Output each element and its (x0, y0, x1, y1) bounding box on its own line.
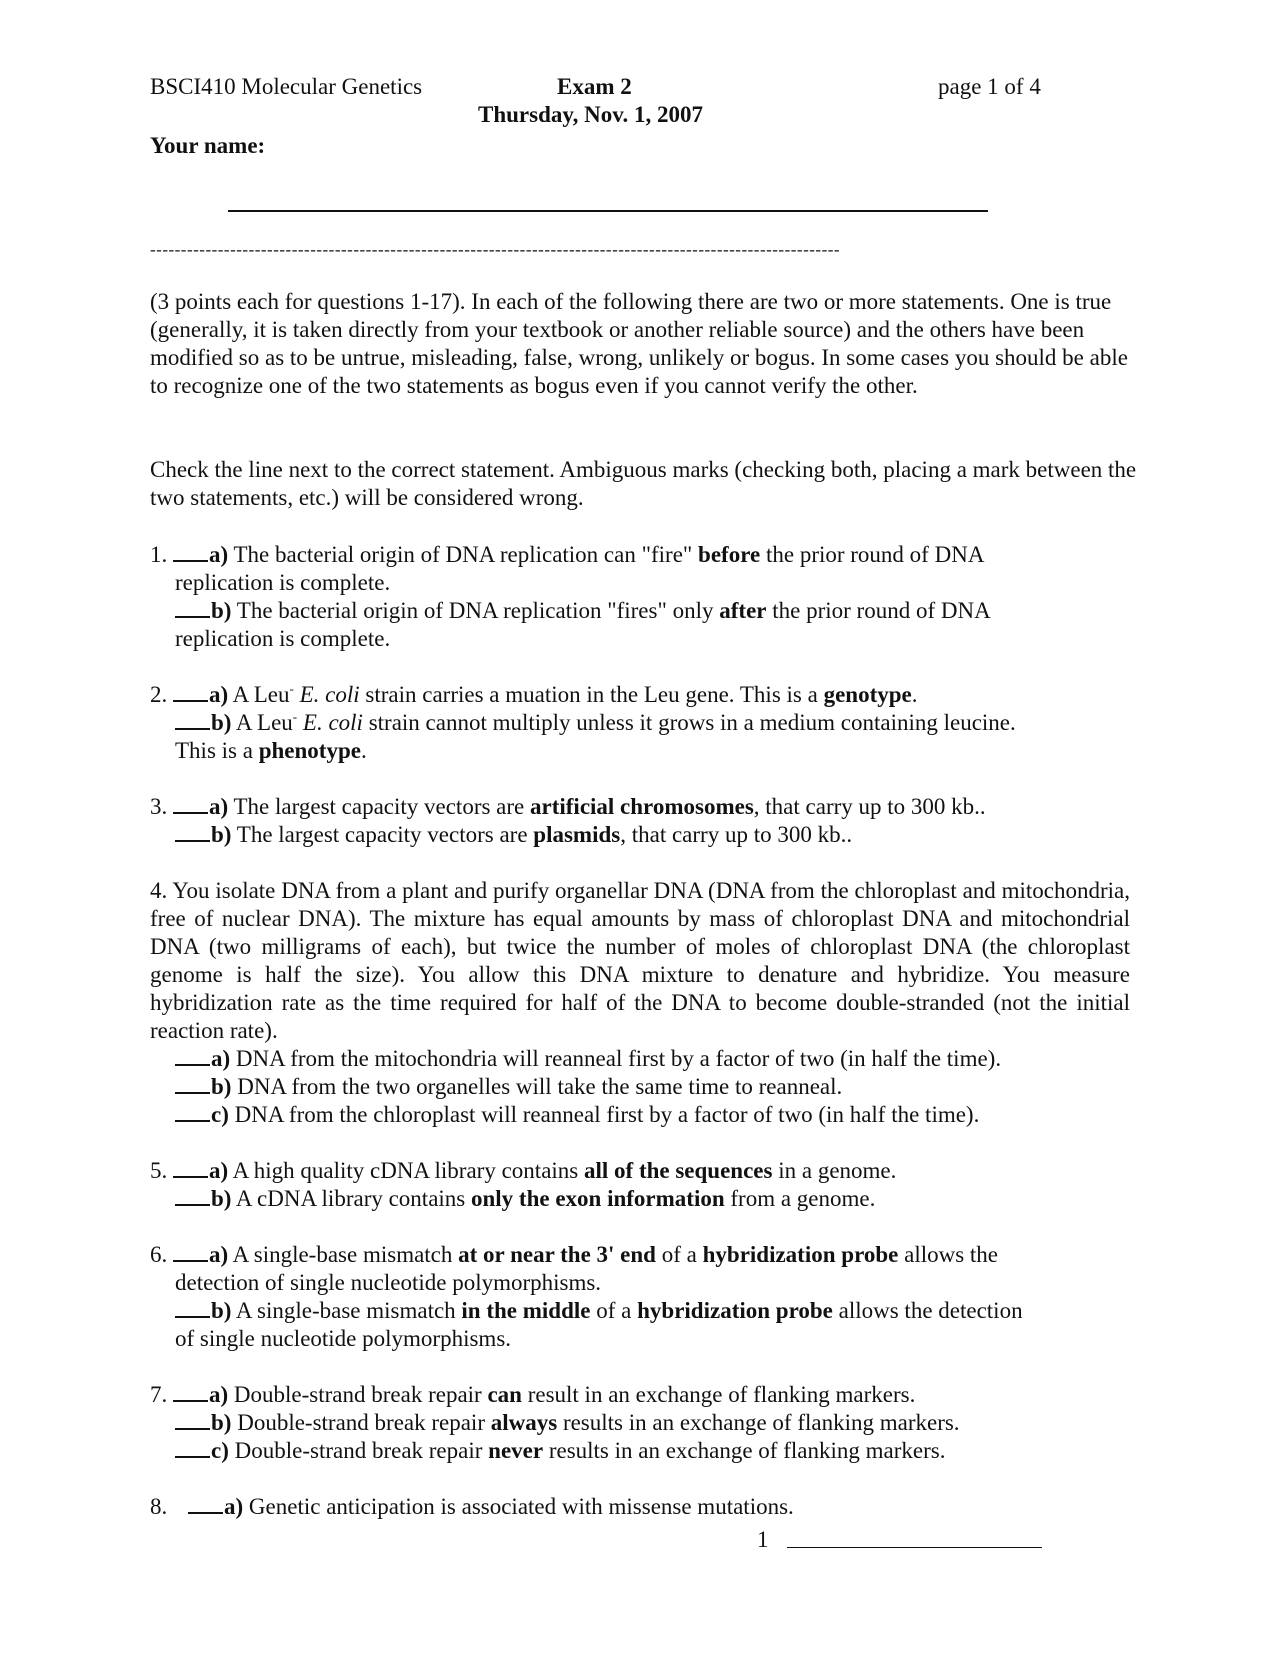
question-3b (175, 821, 852, 849)
exam-date: Thursday, Nov. 1, 2007 (478, 102, 703, 127)
statement-text: Genetic anticipation is associated with missense mutations. (243, 1494, 794, 1519)
species-name: E. coli (297, 710, 363, 735)
answer-blank-7a[interactable] (173, 1382, 208, 1402)
statement-emphasis: phenotype (258, 738, 361, 763)
statement-text: . (360, 738, 367, 763)
option-label: b) (211, 822, 232, 847)
statement-emphasis: artificial chromosomes (530, 794, 754, 819)
answer-blank-4c[interactable] (175, 1102, 210, 1122)
course-title: BSCI410 Molecular Genetics (150, 74, 423, 99)
statement-text: allows the (898, 1242, 999, 1267)
option-label: a) (209, 682, 229, 707)
option-label: b) (211, 1410, 232, 1435)
statement-text: results in an exchange of flanking markers. (543, 1438, 946, 1463)
question-number: 5. (150, 1158, 168, 1183)
answer-blank-2a[interactable] (173, 682, 208, 702)
statement-text: of a (655, 1242, 703, 1267)
statement-text: This is a (175, 738, 259, 763)
statement-text: allows the detection (832, 1298, 1023, 1323)
question-2b (175, 709, 1016, 737)
question-4-stem: 4. You isolate DNA from a plant and purify organellar DNA (DNA from the chloroplast and mitochondria, free of nuclear DNA). The mixture has equal amounts by mass of chloroplast DNA and mitochondrial DNA (two milligrams of each), but twice the number of moles of chloroplast DNA (the chloroplast genome is half the size). You allow this DNA mixture to denature and hybridize. You measure hybridization rate as the time required for half of the DNA to become double-stranded (not the initial reaction rate). (150, 878, 1130, 1043)
option-label: b) (211, 710, 232, 735)
answer-blank-3b[interactable] (175, 822, 210, 842)
statement-text: The largest capacity vectors are (228, 794, 531, 819)
answer-blank-1a[interactable] (173, 542, 208, 562)
statement-text: strain carries a muation in the Leu gene. This is a (359, 682, 824, 707)
answer-blank-7b[interactable] (175, 1410, 210, 1430)
statement-text: Double-strand break repair (228, 1438, 489, 1463)
question-number: 6. (150, 1242, 168, 1267)
option-label: a) (224, 1494, 244, 1519)
statement-text: The bacterial origin of DNA replication can "fire" (228, 542, 699, 567)
question-7c (175, 1437, 945, 1465)
answer-blank-5b[interactable] (175, 1186, 210, 1206)
statement-emphasis: hybridization probe (637, 1298, 833, 1323)
statement-text: Double-strand break repair (228, 1382, 488, 1407)
answer-blank-5a[interactable] (173, 1158, 208, 1178)
statement-text: The largest capacity vectors are (231, 822, 534, 847)
answer-blank-2b[interactable] (175, 710, 210, 730)
statement-text: in a genome. (772, 1158, 897, 1183)
statement-text: A Leu (228, 682, 290, 707)
option-label: b) (211, 1074, 232, 1099)
statement-text: A cDNA library contains (231, 1186, 471, 1211)
statement-text: results in an exchange of flanking markers. (557, 1410, 960, 1435)
option-label: c) (211, 1102, 229, 1127)
statement-emphasis: at or near the 3' end (458, 1242, 656, 1267)
option-label: a) (209, 542, 229, 567)
statement-emphasis: can (487, 1382, 522, 1407)
page-number: 1 (757, 1527, 769, 1552)
answer-blank-4a[interactable] (175, 1046, 210, 1066)
question-3a (150, 793, 986, 821)
question-4a (175, 1045, 1001, 1073)
answer-blank-3a[interactable] (173, 794, 208, 814)
page-indicator: page 1 of 4 (938, 74, 1041, 99)
question-6a-cont: detection of single nucleotide polymorphisms. (175, 1270, 602, 1295)
question-5a (150, 1157, 896, 1185)
statement-text: the prior round of DNA (760, 542, 985, 567)
question-7b (175, 1409, 960, 1437)
statement-text: DNA from the mitochondria will reanneal first by a factor of two (in half the time). (230, 1046, 1002, 1071)
statement-emphasis: before (698, 542, 761, 567)
question-number: 1. (150, 542, 168, 567)
statement-text: The bacterial origin of DNA replication "fires" only (231, 598, 720, 623)
question-5b (175, 1185, 875, 1213)
question-1b-cont: replication is complete. (175, 626, 391, 651)
option-label: b) (211, 1298, 232, 1323)
statement-text: Double-strand break repair (231, 1410, 491, 1435)
question-1b (175, 597, 991, 625)
question-6b (175, 1297, 1023, 1325)
statement-emphasis: always (490, 1410, 558, 1435)
statement-emphasis: after (719, 598, 767, 623)
question-4b (175, 1073, 842, 1101)
superscript: - (289, 681, 294, 696)
name-line (228, 210, 988, 212)
instructions-paragraph: (3 points each for questions 1-17). In each of the following there are two or more statements. One is true (generally, it is taken directly from your textbook or another reliable source) and the others have been modified so as to be untrue, misleading, false, wrong, unlikely or bogus. In some cases you should be able to recognize one of the two statements as bogus even if you cannot verify the other. (150, 289, 1128, 398)
statement-emphasis: in the middle (461, 1298, 591, 1323)
statement-emphasis: genotype (823, 682, 912, 707)
question-number: 3. (150, 794, 168, 819)
option-label: a) (211, 1046, 231, 1071)
question-4c (175, 1101, 979, 1129)
option-label: a) (209, 1242, 229, 1267)
question-8a (150, 1493, 794, 1521)
statement-text: strain cannot multiply unless it grows in a medium containing leucine. (362, 710, 1016, 735)
statement-text: of a (590, 1298, 638, 1323)
answer-blank-6b[interactable] (175, 1298, 210, 1318)
instructions-check: Check the line next to the correct statement. Ambiguous marks (checking both, placing a mark between the two statements, etc.) will be considered wrong. (150, 457, 1137, 510)
answer-blank-8a[interactable] (188, 1494, 223, 1514)
statement-emphasis: hybridization probe (702, 1242, 899, 1267)
statement-text: A single-base mismatch (228, 1242, 459, 1267)
score-line[interactable] (787, 1547, 1042, 1548)
statement-text: A Leu (231, 710, 293, 735)
question-6a (150, 1241, 998, 1269)
option-label: a) (209, 1158, 229, 1183)
superscript: - (292, 709, 298, 724)
statement-emphasis: all of the sequences (584, 1158, 773, 1183)
option-label: b) (211, 1186, 232, 1211)
answer-blank-7c[interactable] (175, 1438, 210, 1458)
statement-text: DNA from the chloroplast will reanneal first by a factor of two (in half the time). (228, 1102, 980, 1127)
option-label: b) (211, 598, 232, 623)
question-number: 7. (150, 1382, 168, 1407)
option-label: a) (209, 1382, 229, 1407)
question-7a (150, 1381, 915, 1409)
question-2a (150, 681, 918, 709)
question-number: 8. (150, 1494, 168, 1519)
statement-text: from a genome. (724, 1186, 876, 1211)
answer-blank-4b[interactable] (175, 1074, 210, 1094)
name-label: Your name: (150, 133, 266, 158)
statement-text: A single-base mismatch (231, 1298, 462, 1323)
dashed-separator: ---------------------------------------------------------------------------------------------------------------- (150, 240, 841, 259)
statement-text: , that carry up to 300 kb.. (620, 822, 853, 847)
statement-text: the prior round of DNA (766, 598, 991, 623)
statement-emphasis: never (488, 1438, 544, 1463)
statement-text: result in an exchange of flanking markers. (521, 1382, 916, 1407)
species-name: E. coli (293, 682, 360, 707)
statement-emphasis: only the exon information (471, 1186, 725, 1211)
exam-title: Exam 2 (557, 74, 632, 99)
question-6b-cont: of single nucleotide polymorphisms. (175, 1326, 512, 1351)
answer-blank-6a[interactable] (173, 1242, 208, 1262)
statement-text: A high quality cDNA library contains (228, 1158, 584, 1183)
statement-text: . (911, 682, 918, 707)
question-1a (150, 541, 984, 569)
question-number: 2. (150, 682, 168, 707)
option-label: c) (211, 1438, 229, 1463)
question-2b-cont (175, 737, 367, 765)
question-1a-cont: replication is complete. (175, 570, 391, 595)
statement-text: DNA from the two organelles will take the same time to reanneal. (231, 1074, 843, 1099)
statement-emphasis: plasmids (533, 822, 621, 847)
answer-blank-1b[interactable] (175, 598, 210, 618)
statement-text: , that carry up to 300 kb.. (753, 794, 986, 819)
option-label: a) (209, 794, 229, 819)
